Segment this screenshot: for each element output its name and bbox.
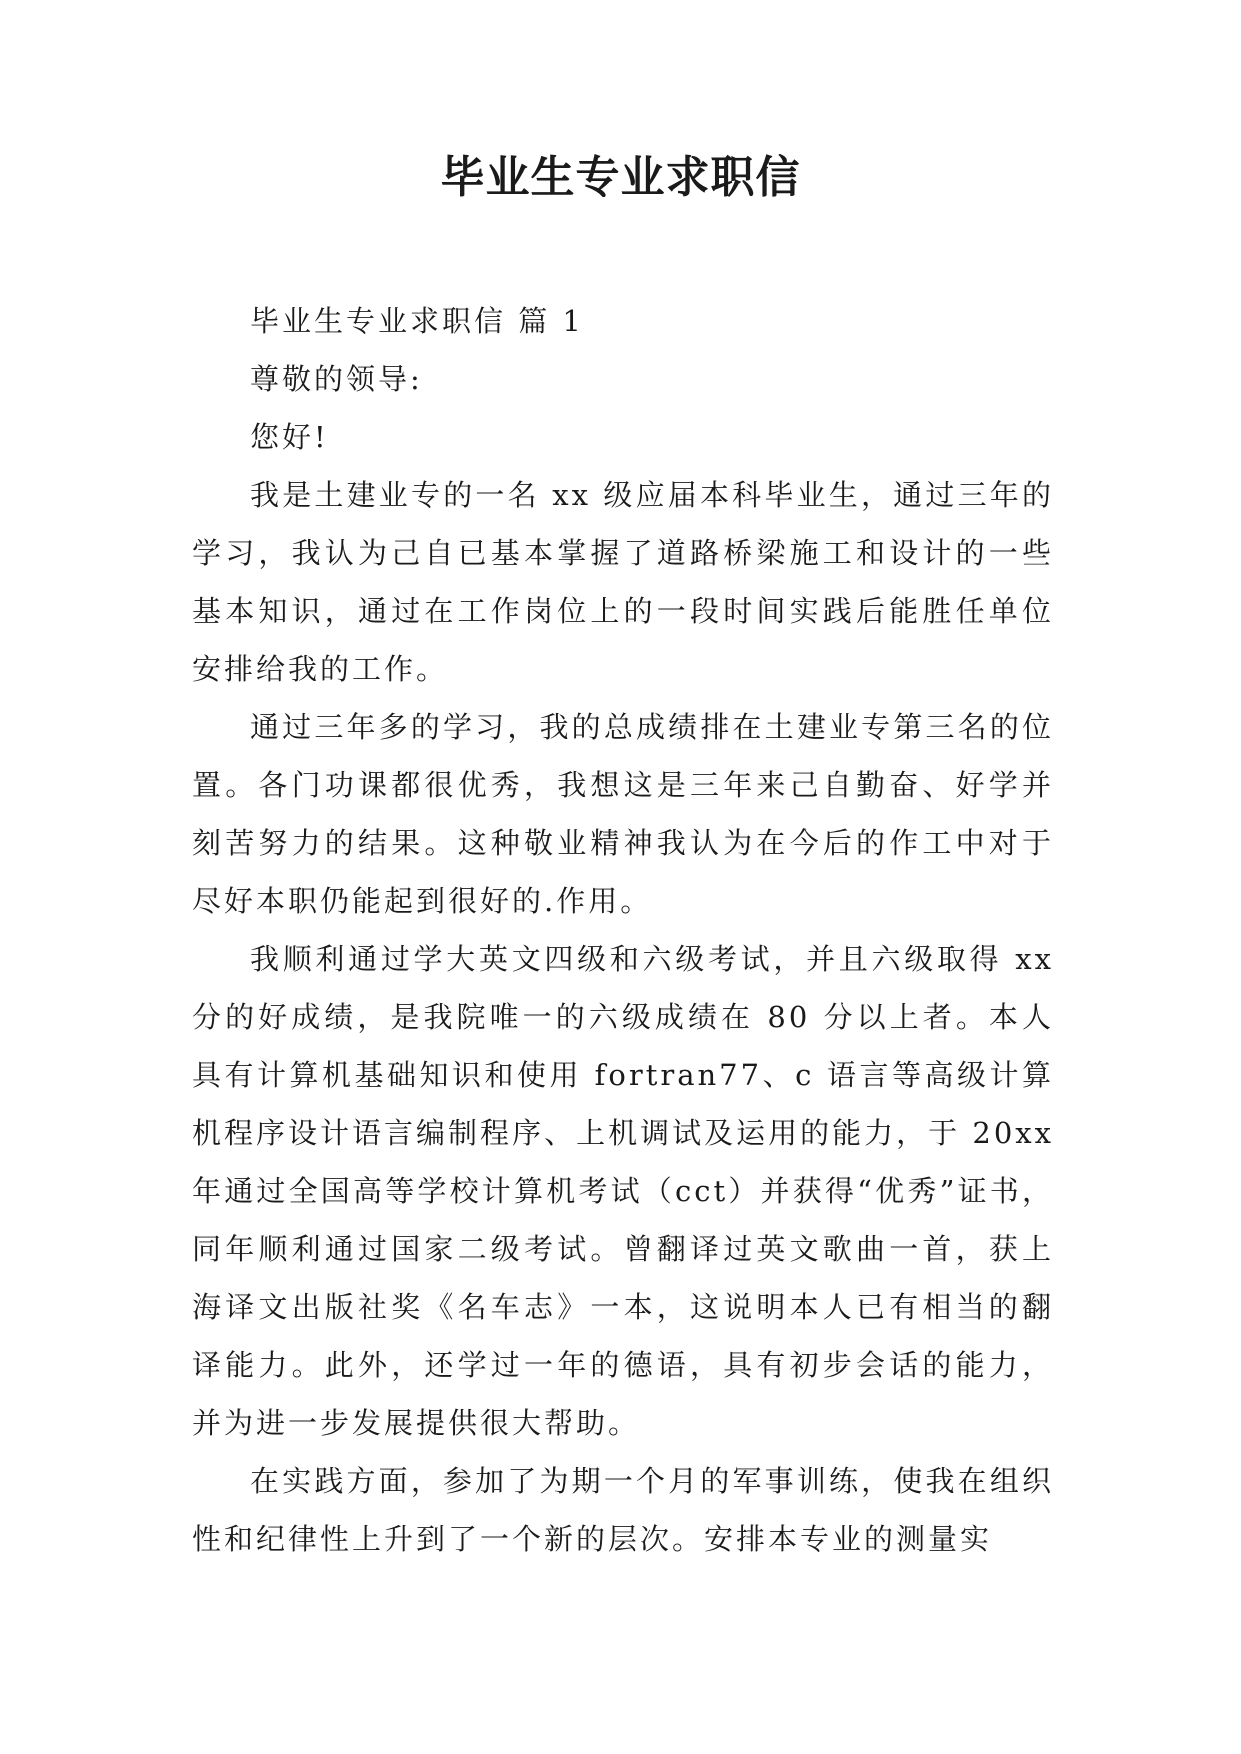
body-paragraph: 在实践方面，参加了为期一个月的军事训练，使我在组织性和纪律性上升到了一个新的层次。安排本专业的测量实 xyxy=(192,1464,1054,1556)
salutation: 尊敬的领导: xyxy=(250,362,423,396)
body-paragraph: 我顺利通过学大英文四级和六级考试，并且六级取得 xx分的好成绩，是我院唯一的六级成绩在 80 分以上者。本人具有计算机基础知识和使用 fortran77、c 语言等高级计算机程序设计语言编制程序、上机调试及运用的能力，于 20xx年通过全国高等学校计算机考试（cct）并获得“优秀”证书，同年顺利通过国家二级考试。曾翻译过英文歌曲一首，获上海译文出版社奖《名车志》一本，这说明本人已有相当的翻译能力。此外，还学过一年的德语，具有初步会话的能力，并为进一步发展提供很大帮助。 xyxy=(192,942,1054,1440)
document-body xyxy=(192,292,1054,1568)
body-paragraph: 通过三年多的学习，我的总成绩排在土建业专第三名的位置。各门功课都很优秀，我想这是三年来己自勤奋、好学并刻苦努力的结果。这种敬业精神我认为在今后的作工中对于尽好本职仍能起到很好的.作用。 xyxy=(192,710,1054,918)
document-title: 毕业生专业求职信 xyxy=(440,152,801,203)
section-heading: 毕业生专业求职信 篇 1 xyxy=(250,304,584,338)
body-paragraph: 我是土建业专的一名 xx 级应届本科毕业生，通过三年的学习，我认为己自已基本掌握了道路桥梁施工和设计的一些基本知识，通过在工作岗位上的一段时间实践后能胜任单位安排给我的工作。 xyxy=(192,478,1054,686)
greeting: 您好! xyxy=(250,420,329,454)
